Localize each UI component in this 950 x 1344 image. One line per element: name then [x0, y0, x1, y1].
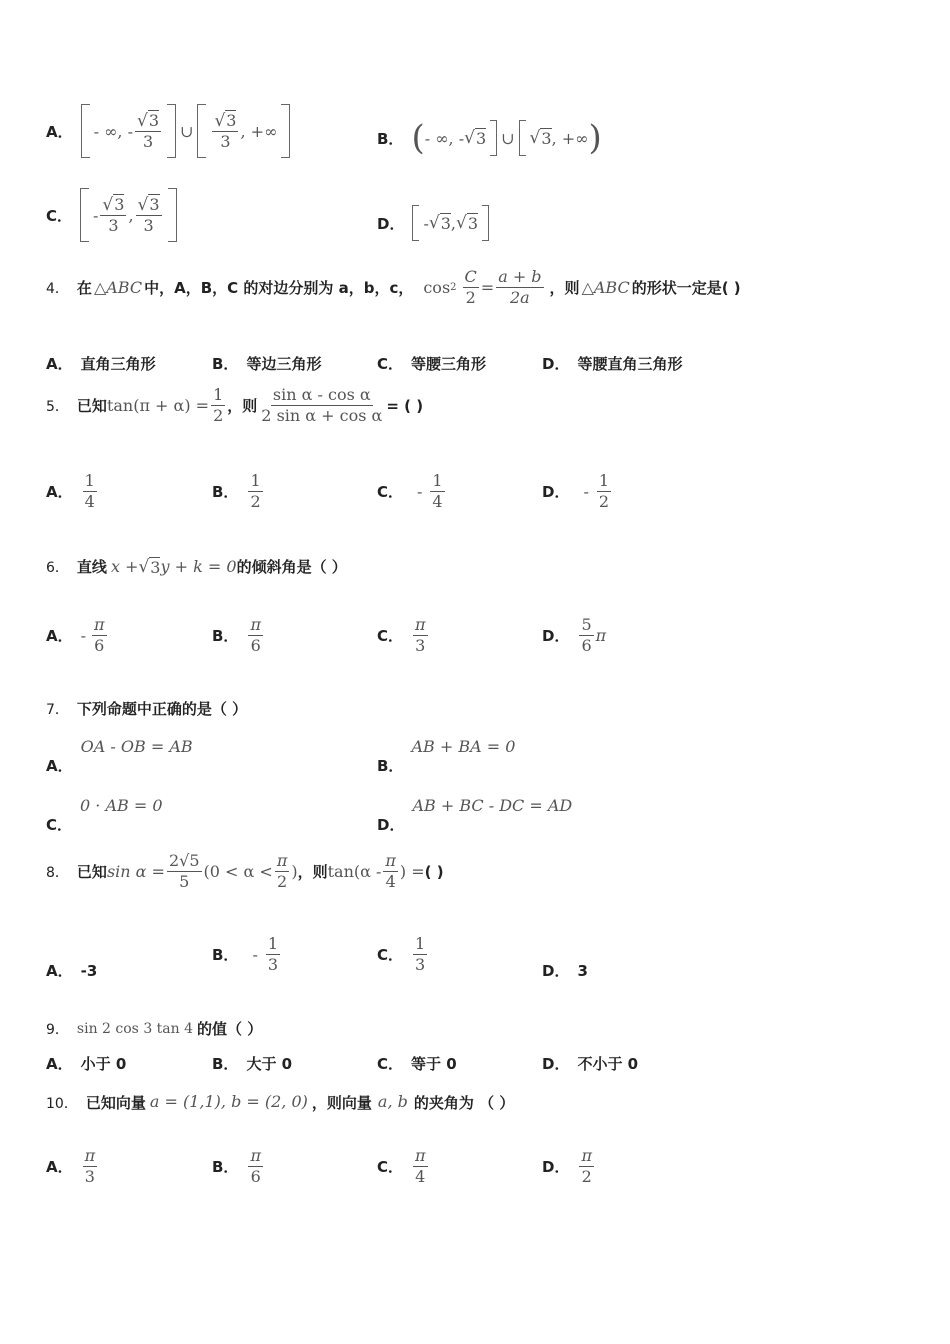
question-5: [46, 386, 423, 425]
q8-expr: ): [291, 862, 298, 881]
frac-numerator: 1: [213, 385, 224, 404]
frac-numerator: C: [464, 267, 477, 286]
q5-text-pre: 已知: [76, 397, 107, 415]
option-label: B．: [212, 1158, 239, 1176]
q8-expr: tan(α -: [327, 862, 382, 881]
frac-denominator: 6: [250, 636, 261, 655]
q3-option-b-math: ( - ∞, - √ 3 ∪ √ 3 , +∞ ): [411, 118, 602, 158]
question-7: [46, 698, 247, 719]
q6-equation: x + √ 3 y + k = 0: [110, 556, 237, 577]
option-label: A．: [46, 122, 73, 141]
frac-denominator: 3: [415, 955, 426, 974]
option-label: A．: [46, 1055, 73, 1073]
frac-numerator: π: [581, 1146, 592, 1165]
option-label: C．: [46, 816, 73, 834]
q3-option-c[interactable]: [46, 188, 177, 242]
q8-expr: sin α =: [106, 862, 165, 881]
q6-option-a[interactable]: [46, 616, 109, 655]
frac-denominator: 6: [581, 636, 592, 655]
option-text: 等腰三角形: [411, 355, 487, 373]
option-label: B．: [212, 483, 239, 501]
option-math: OA - OB = AB: [80, 737, 193, 756]
frac-numerator: π: [94, 615, 105, 634]
q7-option-a[interactable]: [46, 737, 193, 776]
frac-numerator: π: [415, 615, 426, 634]
option-label: D．: [542, 1055, 570, 1073]
q8-formula-1: [107, 852, 298, 891]
q5-option-d[interactable]: [542, 472, 613, 511]
option-label: B．: [212, 627, 239, 645]
q5-formula-2: [257, 386, 386, 425]
frac-numerator: sin α - cos α: [272, 385, 371, 404]
question-4: [46, 268, 741, 307]
q4-triangle: △ABC: [581, 278, 630, 297]
option-label: C．: [377, 483, 404, 501]
frac-numerator: 5: [581, 615, 592, 634]
q8-option-d[interactable]: [542, 960, 588, 981]
option-label: B．: [377, 757, 404, 775]
q4-text-pre: 在: [76, 279, 92, 297]
frac-denominator: 4: [415, 1167, 426, 1186]
option-label: A．: [46, 483, 73, 501]
frac-numerator: 1: [84, 471, 95, 490]
frac-denominator: 2: [598, 492, 610, 511]
option-label: C．: [377, 355, 404, 373]
frac-denominator: 2: [465, 288, 476, 307]
q5-option-a[interactable]: [46, 472, 99, 511]
frac-numerator: π: [84, 1146, 96, 1165]
frac-denominator: 3: [84, 1167, 95, 1186]
frac-denominator: 3: [267, 955, 279, 974]
q6-option-d[interactable]: [542, 616, 606, 655]
q6-text-post: 的倾斜角是（ ）: [236, 558, 347, 576]
q6-option-c[interactable]: [377, 616, 430, 655]
q8-formula-2: [328, 852, 425, 891]
option-text: 3: [577, 961, 588, 980]
option-math: AB + BC - DC = AD: [412, 796, 573, 815]
frac-denominator: 2: [276, 872, 288, 891]
q5-option-c[interactable]: [377, 472, 447, 511]
q5-option-b[interactable]: [212, 472, 265, 511]
q4-option-d[interactable]: [542, 353, 682, 374]
frac-denominator: 2: [213, 406, 224, 425]
cos-text: cos: [423, 278, 451, 297]
q5-text-post: = ( ): [386, 396, 424, 415]
q10-expr: a = (1,1), b = (2, 0): [149, 1092, 308, 1111]
frac-numerator: a + b: [498, 267, 542, 286]
q8-text-post: ( ): [424, 862, 444, 881]
frac-denominator: 2: [250, 492, 261, 511]
option-label: D．: [542, 483, 570, 501]
q9-expr: sin 2 cos 3 tan 4: [76, 1020, 194, 1037]
option-text: 直角三角形: [80, 355, 156, 373]
option-label: D．: [377, 214, 405, 233]
frac-numerator: π: [250, 1146, 261, 1165]
frac-denominator: 6: [94, 636, 105, 655]
q8-text-pre: 已知: [76, 863, 107, 881]
frac-numerator: 1: [432, 471, 443, 490]
q9-option-d[interactable]: [542, 1053, 638, 1074]
q10-option-d[interactable]: [542, 1147, 596, 1186]
frac-denominator: 2: [581, 1167, 592, 1186]
pi-symbol: π: [595, 626, 607, 645]
option-label: B．: [212, 1055, 239, 1073]
minus-sign: -: [417, 482, 423, 501]
q3-option-c-math: - $\frac{√3}{3}$ , $\frac{√3}{3}$: [80, 188, 177, 242]
option-text: 等边三角形: [246, 355, 322, 373]
frac-denominator: 4: [432, 492, 443, 511]
q9-option-a[interactable]: [46, 1053, 126, 1074]
q3-option-d-math: - √ 3 , √ 3: [412, 205, 489, 241]
option-math: 0 · AB = 0: [80, 796, 163, 815]
q5-formula-1: [107, 386, 227, 425]
question-number: 4．: [46, 280, 69, 297]
q7-text: 下列命题中正确的是（ ）: [76, 700, 248, 718]
q4-formula: [423, 268, 545, 307]
equals: =: [480, 278, 495, 297]
question-9: [46, 1018, 262, 1039]
frac-numerator: π: [385, 851, 396, 870]
question-10: [46, 1092, 514, 1113]
q6-text-pre: 直线: [76, 558, 107, 576]
option-label: D．: [377, 816, 405, 834]
option-label: A．: [46, 757, 73, 775]
sqrt-value: 3: [150, 557, 161, 577]
q10-option-c[interactable]: [377, 1147, 430, 1186]
eq-part: x +: [110, 557, 139, 576]
frac-denominator: 5: [179, 872, 190, 891]
q3-option-d[interactable]: [377, 205, 489, 241]
q4-triangle: △ABC: [93, 278, 143, 297]
frac-denominator: 2 sin α + cos α: [261, 406, 383, 425]
eq-part: y + k = 0: [160, 557, 237, 576]
frac-numerator: π: [415, 1146, 426, 1165]
q10-expr: a, b: [377, 1092, 408, 1111]
minus-sign: -: [583, 482, 589, 501]
frac-denominator: 6: [250, 1167, 261, 1186]
q10-option-a[interactable]: [46, 1147, 99, 1186]
option-label: A．: [46, 962, 73, 980]
option-label: A．: [46, 355, 73, 373]
q10-text-post: 的夹角为 （ ）: [413, 1094, 515, 1112]
q9-option-b[interactable]: [212, 1053, 292, 1074]
option-label: C．: [377, 627, 404, 645]
option-label: C．: [46, 206, 73, 225]
frac-denominator: 2a: [510, 288, 530, 307]
frac-numerator: 1: [250, 471, 261, 490]
frac-denominator: 3: [415, 636, 426, 655]
question-number: 10．: [46, 1095, 78, 1112]
q5-expr: tan(π + α) =: [106, 396, 210, 415]
q10-text-mid: ，则向量: [311, 1094, 372, 1112]
question-number: 6．: [46, 559, 69, 576]
frac-numerator: 1: [415, 934, 426, 953]
frac-denominator: 4: [385, 872, 396, 891]
frac-numerator: 2√5: [168, 851, 200, 870]
q6-option-b[interactable]: [212, 616, 265, 655]
q4-text-post2: 的形状一定是( ): [631, 279, 741, 297]
q3-option-a-math: - ∞, - $\frac{√3}{3}$ ∪ $\frac{√3}{3}$ , +∞: [81, 104, 291, 158]
option-label: D．: [542, 355, 570, 373]
q8-text-mid: ，则: [297, 863, 328, 881]
minus-sign: -: [252, 945, 258, 964]
q10-option-b[interactable]: [212, 1147, 265, 1186]
question-8: [46, 852, 444, 891]
question-number: 7．: [46, 701, 69, 718]
q7-option-d[interactable]: [377, 796, 572, 835]
frac-numerator: 1: [598, 471, 610, 490]
q9-option-c[interactable]: [377, 1053, 457, 1074]
option-text: 不小于 0: [577, 1055, 639, 1073]
q8-option-a[interactable]: [46, 960, 97, 981]
frac-numerator: π: [276, 851, 288, 870]
option-label: C．: [377, 1055, 404, 1073]
q4-option-c[interactable]: [377, 353, 486, 374]
q7-option-b[interactable]: [377, 737, 515, 776]
option-label: B．: [212, 355, 239, 373]
question-number: 9．: [46, 1021, 69, 1038]
option-label: D．: [542, 627, 570, 645]
q9-text-post: 的值（ ）: [197, 1020, 263, 1038]
option-label: B．: [212, 946, 239, 964]
q10-text-pre: 已知向量: [85, 1094, 146, 1112]
option-label: C．: [377, 946, 404, 964]
option-label: C．: [377, 1158, 404, 1176]
option-label: D．: [542, 962, 570, 980]
option-label: A．: [46, 627, 73, 645]
option-label: B．: [377, 129, 404, 148]
option-math: AB + BA = 0: [411, 737, 516, 756]
frac-denominator: 4: [84, 492, 95, 511]
q4-option-b[interactable]: [212, 353, 321, 374]
option-text: 等于 0: [411, 1055, 457, 1073]
q4-option-a[interactable]: [46, 353, 156, 374]
option-label: A．: [46, 1158, 73, 1176]
minus-sign: -: [80, 626, 87, 645]
exponent: 2: [450, 282, 457, 293]
q8-expr: (0 < α <: [203, 862, 273, 881]
q3-option-b[interactable]: [377, 120, 602, 156]
q4-text-post1: ，则: [549, 279, 580, 297]
frac-numerator: π: [250, 615, 261, 634]
q8-option-c[interactable]: [377, 935, 429, 974]
q7-option-c[interactable]: [46, 796, 163, 835]
q8-expr: ) =: [399, 862, 425, 881]
q8-option-b[interactable]: [212, 935, 282, 974]
option-text: -3: [80, 961, 98, 980]
question-number: 5．: [46, 398, 69, 415]
question-number: 8．: [46, 864, 69, 881]
option-text: 大于 0: [246, 1055, 293, 1073]
frac-numerator: 1: [267, 934, 279, 953]
option-text: 等腰直角三角形: [577, 355, 683, 373]
option-text: 小于 0: [80, 1055, 127, 1073]
option-label: D．: [542, 1158, 570, 1176]
q4-text-mid: 中，A，B，C 的对边分别为 a，b，c，: [144, 279, 414, 297]
q3-option-a[interactable]: [46, 104, 290, 158]
question-6: [46, 556, 347, 577]
q5-text-mid: ，则: [227, 397, 258, 415]
